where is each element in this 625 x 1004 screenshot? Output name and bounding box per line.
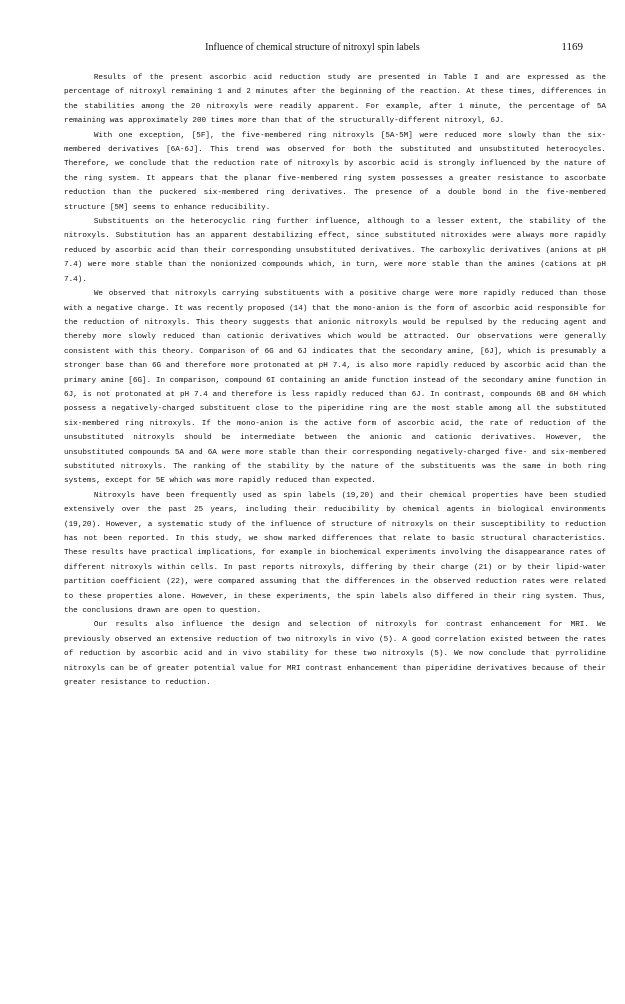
running-header: Influence of chemical structure of nitroxyl spin labels — [205, 42, 420, 53]
page-number: 1169 — [561, 41, 583, 53]
paragraph-charge: We observed that nitroxyls carrying substituents with a positive charge were more rapidly reduced than those with a negative charge. It was recently proposed (14) that the mono-anion is the form of ascorbic acid responsible for the reduction of nitroxyls. This theory suggests that anionic nitroxyls would be repulsed by the reducing agent and thereby more slowly reduced than cationic derivatives which would be attracted. Our observations were generally consistent with this theory. Comparison of 6G and 6J indicates that the secondary amine, [6J], which is presumably a stronger base than 6G and therefore more protonated at pH 7.4, is also more rapidly reduced by ascorbic acid than the primary amine [6G]. In comparison, compound 6I containing an amide function instead of the secondary amine function in 6J, is not protonated at pH 7.4 and therefore is less rapidly reduced than 6J. In contrast, compounds 6B and 6H which possess a negatively-charged substituent close to the piperidine ring are the most stable among all the substituted six-membered ring nitroxyls. If the mono-anion is the active form of ascorbic acid, the rate of reduction of the unsubstituted nitroxyls should be intermediate between the anionic and cationic derivatives. However, the unsubstituted compounds 5A and 6A were more stable than their corresponding negatively-charged five- and six-membered substituted nitroxyls. The ranking of the stability by the nature of the substituents was the same in both ring systems, except for 5E which was more rapidly reduced than expected. — [64, 290, 606, 486]
paragraph-ring-system: With one exception, [5F], the five-membered ring nitroxyls [5A-5M] were reduced more slowly than the six-membered derivatives [6A-6J]. This trend was observed for both the substituted and unsubstituted heterocycles. Therefore, we conclude that the reduction rate of nitroxyls by ascorbic acid is strongly influenced by the nature of the ring system. It appears that the planar five-membered ring system possesses a greater resistance to ascorbate reduction than the puckered six-membered ring derivatives. The presence of a double bond in the five-membered structure [5M] seems to enhance reducibility. — [64, 131, 606, 212]
article-body — [64, 71, 606, 690]
paragraph-substituents: Substituents on the heterocyclic ring further influence, although to a lesser extent, the stability of the nitroxyls. Substitution has an apparent destabilizing effect, since substituted nitroxides were always more rapidly reduced by ascorbic acid than their corresponding unsubstituted derivatives. The carboxylic derivatives (anions at pH 7.4) were more stable than the nonionized compounds which, in turn, were more stable than the amines (cations at pH 7.4). — [64, 218, 606, 284]
paragraph-results: Results of the present ascorbic acid reduction study are presented in Table I and are expressed as the percentage of nitroxyl remaining 1 and 2 minutes after the beginning of the reaction. At these times, differences in the stabilities among the 20 nitroxyls were readily apparent. For example, after 1 minute, the percentage of 5A remaining was approximately 200 times more than that of the structurally-different nitroxyl, 6J. — [64, 74, 606, 126]
paragraph-mri: Our results also influence the design and selection of nitroxyls for contrast enhancement for MRI. We previously observed an extensive reduction of two nitroxyls in vivo (5). A good correlation existed between the rates of reduction by ascorbic acid and in vivo stability for these two nitroxyls (5). We now conclude that pyrrolidine nitroxyls can be of greater potential value for MRI contrast enhancement than piperidine derivatives because of their greater resistance to reduction. — [64, 621, 606, 688]
paragraph-spin-labels: Nitroxyls have been frequently used as spin labels (19,20) and their chemical properties have been studied extensively over the past 25 years, including their reducibility by chemical agents in biological environments (19,20). However, a systematic study of the influence of structure of nitroxyls on their susceptibility to reduction has not been reported. In this study, we show marked differences that relate to basic structural characteristics. These results have practical implications, for example in biochemical experiments involving the disappearance rates of different nitroxyls within cells. In past reports nitroxyls, differing by their charge (21) or by their lipid-water partition coefficient (22), were compared assuming that the differences in the observed reduction rates were related to these properties alone. However, in these experiments, the spin labels also differed in their ring system. Thus, the conclusions drawn are open to question. — [64, 491, 606, 616]
